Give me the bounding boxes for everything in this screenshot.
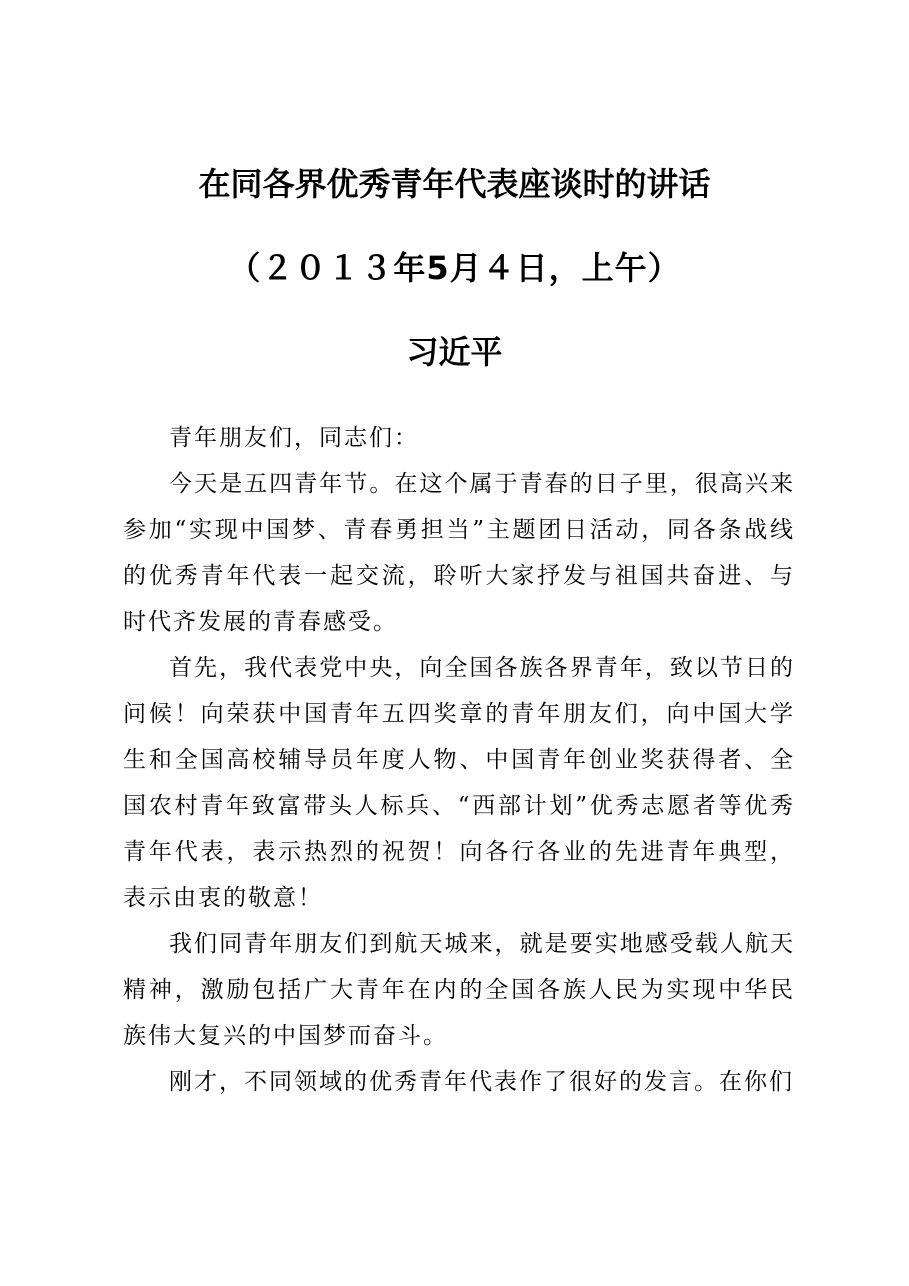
body-paragraph: 我们同青年朋友们到航天城来，就是要实地感受载人航天精神，激励包括广大青年在内的全国各族人民为实现中华民族伟大复兴的中国梦而奋斗。 [123,931,795,1049]
speech-body [123,415,795,1105]
salutation-paragraph: 青年朋友们，同志们： [169,425,419,451]
date-line: （２０１３年5月４日，上午） [228,249,681,287]
body-paragraph: 首先，我代表党中央，向全国各族各界青年，致以节日的问候！向荣获中国青年五四奖章的青年朋友们，向中国大学生和全国高校辅导员年度人物、中国青年创业奖获得者、全国农村青年致富带头人标兵、“西部计划”优秀志愿者等优秀青年代表，表示热烈的祝贺！向各行各业的先进青年典型，表示由衷的敬意！ [123,655,795,911]
body-paragraph: 刚才，不同领域的优秀青年代表作了很好的发言。在你们 [169,1069,794,1095]
document-title: 在同各界优秀青年代表座谈时的讲话 [198,165,711,203]
author-name: 习近平 [406,333,503,371]
body-paragraph: 今天是五四青年节。在这个属于青春的日子里，很高兴来参加“实现中国梦、青春勇担当”主题团日活动，同各条战线的优秀青年代表一起交流，聆听大家抒发与祖国共奋进、与时代齐发展的青春感受。 [123,471,795,635]
